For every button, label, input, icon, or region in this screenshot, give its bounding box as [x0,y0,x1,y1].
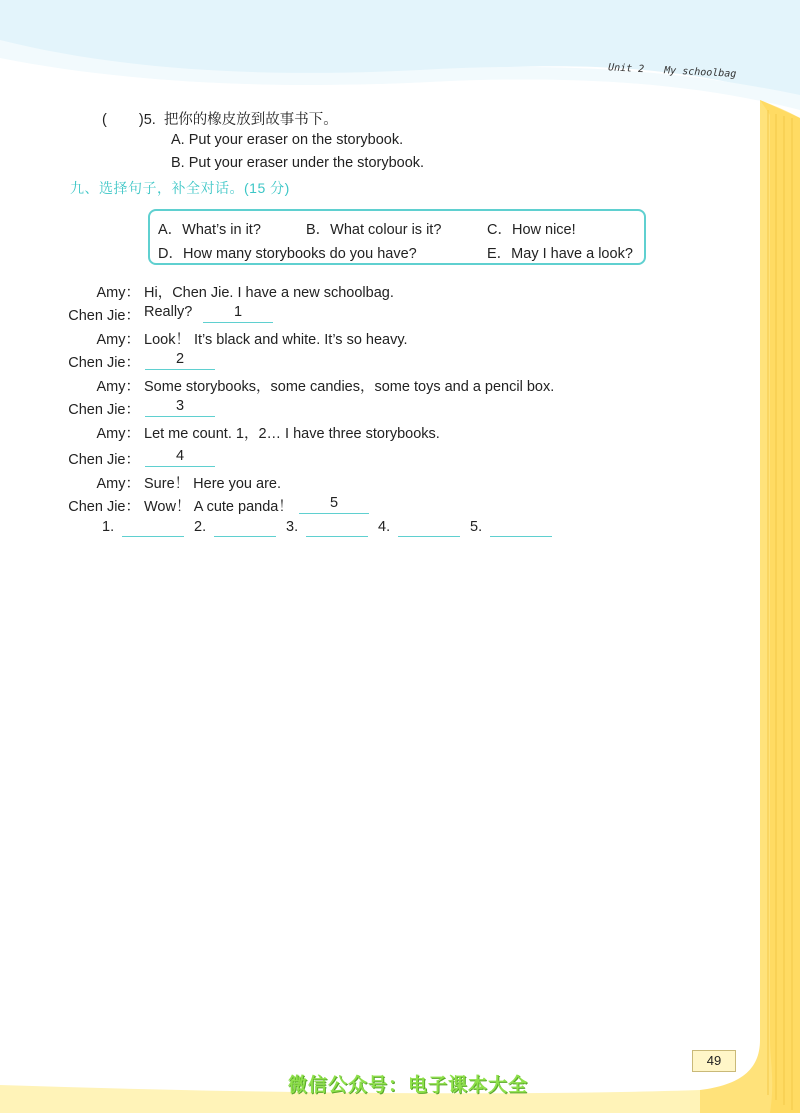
answer-blank-4[interactable]: 4 [145,448,215,467]
speaker-amy: Amy： [96,426,140,442]
speaker-chen-jie: Chen Jie： [68,452,140,468]
speaker-amy: Amy： [96,332,140,348]
choice-b: B．What colour is it? [306,222,442,238]
answer-blank-5[interactable]: 5 [299,495,369,514]
choice-e: E．May I have a look? [487,246,633,262]
options-box [148,209,646,265]
answer-line-4[interactable] [398,535,460,537]
speaker-chen-jie: Chen Jie： [68,402,140,418]
answer-blank-2[interactable]: 2 [145,351,215,370]
speaker-amy: Amy： [96,379,140,395]
dialogue-line: Some storybooks，some candies，some toys and a pencil box. [144,379,555,395]
answer-paren-open: ( [102,112,107,128]
answer-blank-1[interactable]: 1 [203,304,273,323]
speaker-chen-jie: Chen Jie： [68,499,140,515]
page-number: 49 [692,1050,736,1072]
dialogue-line: Hi，Chen Jie. I have a new schoolbag. [144,285,394,301]
answer-line-5[interactable] [490,535,552,537]
option-b: B. Put your eraser under the storybook. [171,155,425,171]
answer-line-3[interactable] [306,535,368,537]
answer-paren-close: ) [138,112,144,128]
answer-line-2[interactable] [214,535,276,537]
watermark: 微信公众号：电子课本大全 [288,1075,529,1096]
answer-line-1[interactable] [122,535,184,537]
answer-label-1: 1. [102,519,115,535]
dialogue-line: Look！ It’s black and white. It’s so heavy. [144,332,408,348]
unit-label: Unit 2 [607,62,645,76]
answer-blank-3[interactable]: 3 [145,398,215,417]
choice-c: C．How nice! [487,222,576,238]
speaker-amy: Amy： [96,285,140,301]
dialogue-line: Wow！ A cute panda！ [144,499,293,515]
answer-label-2: 2. [194,519,207,535]
answer-label-3: 3. [286,519,299,535]
speaker-amy: Amy： [96,476,140,492]
unit-topic: My schoolbag [663,65,737,80]
question-prompt: 把你的橡皮放到故事书下。 [163,112,338,128]
option-a: A. Put your eraser on the storybook. [171,132,404,148]
answer-label-4: 4. [378,519,391,535]
dialogue-line: Sure！ Here you are. [144,476,282,492]
dialogue-line: Really? [144,304,193,320]
speaker-chen-jie: Chen Jie： [68,308,140,324]
section-title: 九、选择句子，补全对话。(15 分) [70,180,290,196]
question-5 [102,108,338,129]
dialogue-line: Let me count. 1，2… I have three storybooks. [144,426,440,442]
choice-a: A．What’s in it? [158,222,261,238]
question-number: 5. [143,112,156,128]
speaker-chen-jie: Chen Jie： [68,355,140,371]
answer-label-5: 5. [470,519,483,535]
choice-d: D．How many storybooks do you have? [158,246,417,262]
